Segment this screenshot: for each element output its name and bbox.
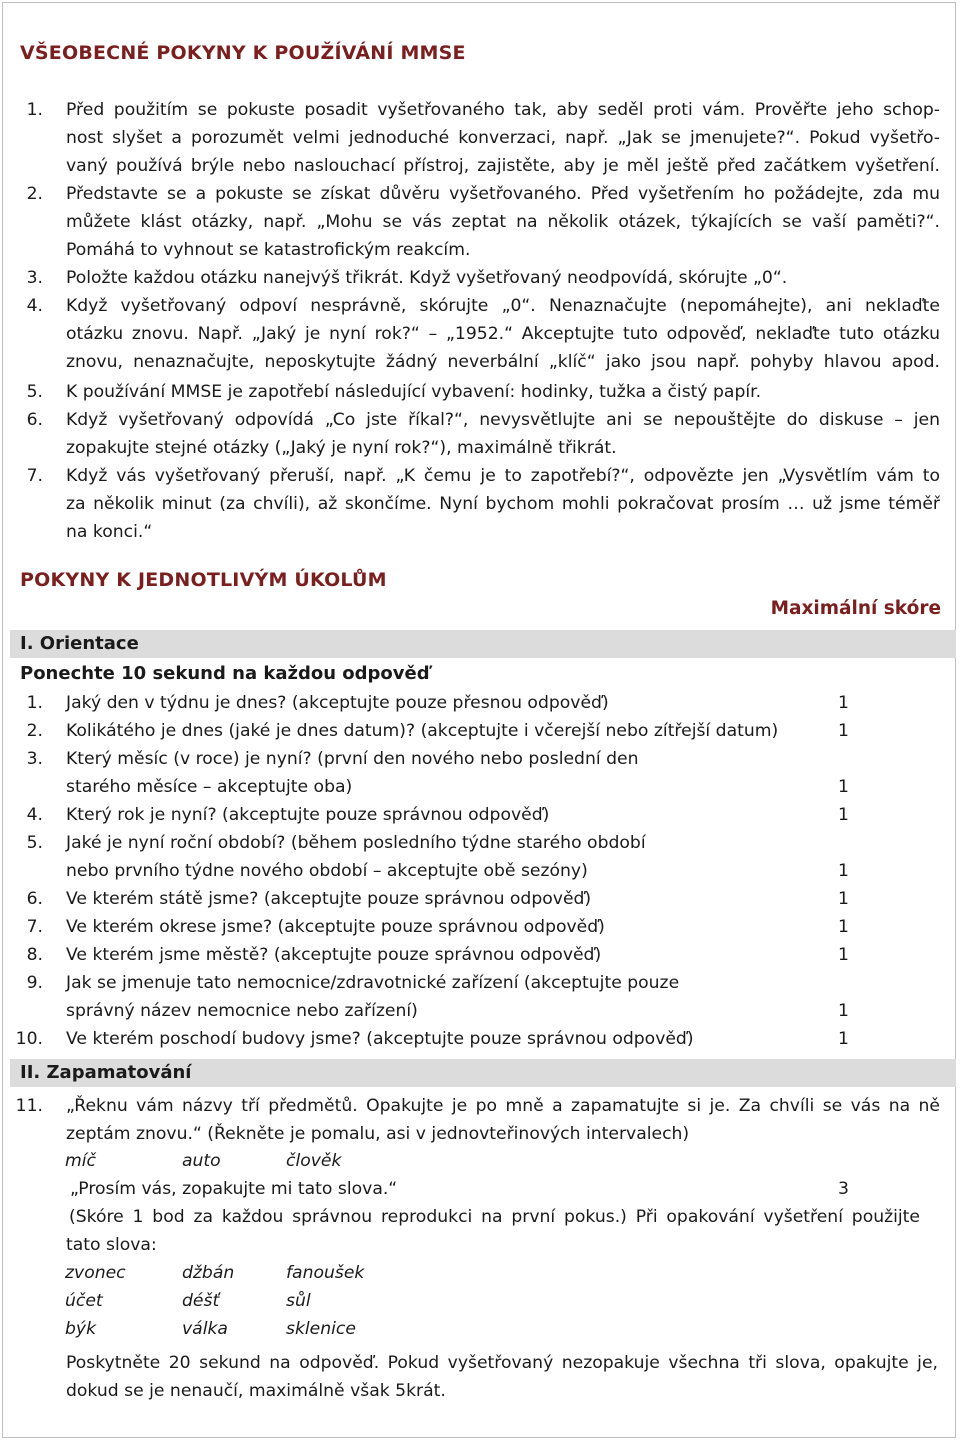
orientation-item: [0, 885, 960, 913]
orientation-item-cont: [0, 997, 960, 1025]
general-item: [0, 406, 960, 434]
general-item-cont: [0, 320, 960, 348]
item-score: 1: [838, 805, 849, 825]
item-text: Který měsíc (v roce) je nyní? (první den nového nebo poslední den: [66, 749, 639, 769]
word: zvonec: [65, 1263, 126, 1283]
word: člověk: [286, 1151, 342, 1171]
item-number: 2.: [26, 721, 43, 741]
orientation-item: [0, 801, 960, 829]
item-text: Ve kterém jsme městě? (akceptujte pouze správnou odpověď): [66, 945, 602, 965]
item-text: Poskytněte 20 sekund na odpověď. Pokud vyšetřovaný nezopakuje všechna tři slova, opakujte je,: [66, 1353, 938, 1373]
item-text: K používání MMSE je zapotřebí následující vybavení: hodinky, tužka a čistý papír.: [66, 382, 762, 402]
orientation-item-cont: [0, 857, 960, 885]
note-line: [0, 1203, 960, 1231]
item-text: Ve kterém okrese jsme? (akceptujte pouze správnou odpověď): [66, 917, 605, 937]
item-text: Když vás vyšetřovaný přeruší, např. „K čemu je to zapotřebí?“, odpovězte jen „Vysvětlím vám to: [66, 466, 940, 486]
general-item-cont: [0, 348, 960, 376]
item-number: 3.: [26, 268, 43, 288]
item-text: správný název nemocnice nebo zařízení): [66, 1001, 418, 1021]
item-number: 7.: [26, 917, 43, 937]
general-item-cont: [0, 490, 960, 518]
section-title-general: VŠEOBECNÉ POKYNY K POUŽÍVÁNÍ MMSE: [20, 42, 466, 64]
item-score: 1: [838, 1029, 849, 1049]
item-score: 1: [838, 945, 849, 965]
item-text: Před použitím se pokuste posadit vyšetřovaného tak, aby seděl proti vám. Prověřte jeho schop-: [66, 100, 940, 120]
word: déšť: [182, 1291, 220, 1311]
item-text: „Řeknu vám názvy tří předmětů. Opakujte je po mně a zapamatujte si je. Za chvíli se vás na ně: [66, 1096, 940, 1116]
item-score: 3: [838, 1179, 849, 1199]
item-number: 10.: [15, 1029, 43, 1049]
item-text: Ve kterém poschodí budovy jsme? (akceptujte pouze správnou odpověď): [66, 1029, 694, 1049]
item-number: 4.: [26, 805, 43, 825]
repeat-line: [0, 1175, 960, 1203]
item-score: 1: [838, 777, 849, 797]
item-text: nebo prvního týdne nového období – akceptujte obě sezóny): [66, 861, 588, 881]
item-number: 5.: [26, 833, 43, 853]
item-number: 6.: [26, 889, 43, 909]
item-text: nost slyšet a porozumět velmi jednoduché konverzaci, např. „Jak se jmenujete?“. Pokud vyšetřo-: [66, 128, 940, 148]
word: džbán: [182, 1263, 235, 1283]
item-text: za několik minut (za chvíli), až skončíme. Nyní bychom mohli pokračovat prosím … už jsme téměř: [66, 494, 940, 514]
item-number: 3.: [26, 749, 43, 769]
item-text: Který rok je nyní? (akceptujte pouze správnou odpověď): [66, 805, 550, 825]
orientation-item: [0, 1025, 960, 1053]
item-number: 9.: [26, 973, 43, 993]
section-title-tasks: POKYNY K JEDNOTLIVÝM ÚKOLŮM: [20, 569, 387, 591]
general-item: [0, 462, 960, 490]
general-item-cont: [0, 518, 960, 546]
general-item-cont: [0, 434, 960, 462]
item-text: zeptám znovu.“ (Řekněte je pomalu, asi v jednovteřinových intervalech): [66, 1124, 690, 1144]
registration-item: [0, 1092, 960, 1120]
general-item: [0, 378, 960, 406]
word: válka: [182, 1319, 228, 1339]
orientation-heading: I. Orientace: [10, 630, 956, 658]
general-item: [0, 180, 960, 208]
item-text: zopakujte stejné otázky („Jaký je nyní rok?“), maximálně třikrát.: [66, 438, 617, 458]
item-text: „Prosím vás, zopakujte mi tato slova.“: [70, 1179, 398, 1199]
orientation-item: [0, 745, 960, 773]
item-number: 1.: [26, 100, 43, 120]
item-text: na konci.“: [66, 522, 153, 542]
orientation-item: [0, 689, 960, 717]
item-text: Když vyšetřovaný odpovídá „Co jste říkal?“, nevysvětlujte ani se nepouštějte do diskuse – jen: [66, 410, 940, 430]
registration-heading: II. Zapamatování: [10, 1059, 956, 1087]
item-text: starého měsíce – akceptujte oba): [66, 777, 353, 797]
item-text: otázku znovu. Např. „Jaký je nyní rok?“ – „1952.“ Akceptujte tuto odpověď, neklaďte tuto otázku: [66, 324, 940, 344]
item-text: Jaký den v týdnu je dnes? (akceptujte pouze přesnou odpověď): [66, 693, 609, 713]
item-text: Pomáhá to vyhnout se katastrofickým reakcím.: [66, 240, 471, 260]
general-item: [0, 264, 960, 292]
item-text: Ve kterém státě jsme? (akceptujte pouze správnou odpověď): [66, 889, 592, 909]
word: sůl: [286, 1291, 311, 1311]
item-score: 1: [838, 721, 849, 741]
general-item-cont: [0, 208, 960, 236]
orientation-item: [0, 913, 960, 941]
item-number: 5.: [26, 382, 43, 402]
item-text: Kolikátého je dnes (jaké je dnes datum)? (akceptujte i včerejší nebo zítřejší datum): [66, 721, 779, 741]
general-item-cont: [0, 236, 960, 264]
item-score: 1: [838, 1001, 849, 1021]
item-number: 11.: [15, 1096, 43, 1116]
item-number: 1.: [26, 693, 43, 713]
item-score: 1: [838, 917, 849, 937]
item-text: vaný používá brýle nebo naslouchací přístroj, zajistěte, aby je měl ještě před začátkem vyšetření.: [66, 156, 940, 176]
final-line: [0, 1377, 960, 1405]
max-score-label: Maximální skóre: [770, 598, 941, 619]
item-text: tato slova:: [66, 1235, 157, 1255]
word: býk: [65, 1319, 97, 1339]
item-number: 7.: [26, 466, 43, 486]
general-item: [0, 96, 960, 124]
item-number: 4.: [26, 296, 43, 316]
word: auto: [182, 1151, 221, 1171]
registration-item-cont: [0, 1120, 960, 1148]
orientation-item: [0, 969, 960, 997]
orientation-instruction: Ponechte 10 sekund na každou odpověď: [20, 663, 430, 684]
item-text: znovu, nenaznačujte, neposkytujte žádný neverbální „klíč“ jako jsou např. pohyby hlavou apod.: [66, 352, 940, 372]
final-line: [0, 1349, 960, 1377]
item-text: Položte každou otázku nanejvýš třikrát. Když vyšetřovaný neodpovídá, skórujte „0“.: [66, 268, 788, 288]
orientation-item: [0, 941, 960, 969]
item-number: 8.: [26, 945, 43, 965]
word: fanoušek: [286, 1263, 365, 1283]
orientation-item: [0, 829, 960, 857]
item-text: Představte se a pokuste se získat důvěru vyšetřovaného. Před vyšetřením ho požádejte, zda mu: [66, 184, 940, 204]
item-text: můžete klást otázky, např. „Mohu se vás zeptat na několik otázek, týkajících se vaší paměti?“.: [66, 212, 940, 232]
item-score: 1: [838, 889, 849, 909]
item-text: (Skóre 1 bod za každou správnou reprodukci na první pokus.) Při opakování vyšetření použijte: [69, 1207, 920, 1227]
item-text: dokud se je nenaučí, maximálně však 5krát.: [66, 1381, 446, 1401]
item-score: 1: [838, 861, 849, 881]
note-line: [0, 1231, 960, 1259]
general-item-cont: [0, 152, 960, 180]
item-number: 6.: [26, 410, 43, 430]
item-number: 2.: [26, 184, 43, 204]
item-text: Jaké je nyní roční období? (během posledního týdne starého období: [66, 833, 646, 853]
general-item: [0, 292, 960, 320]
general-item-cont: [0, 124, 960, 152]
word: míč: [65, 1151, 96, 1171]
item-text: Když vyšetřovaný odpoví nesprávně, skórujte „0“. Nenaznačujte (nepomáhejte), ani neklaďte: [66, 296, 940, 316]
item-score: 1: [838, 693, 849, 713]
orientation-item: [0, 717, 960, 745]
word: sklenice: [286, 1319, 356, 1339]
word: účet: [65, 1291, 103, 1311]
item-text: Jak se jmenuje tato nemocnice/zdravotnické zařízení (akceptujte pouze: [66, 973, 680, 993]
orientation-item-cont: [0, 773, 960, 801]
